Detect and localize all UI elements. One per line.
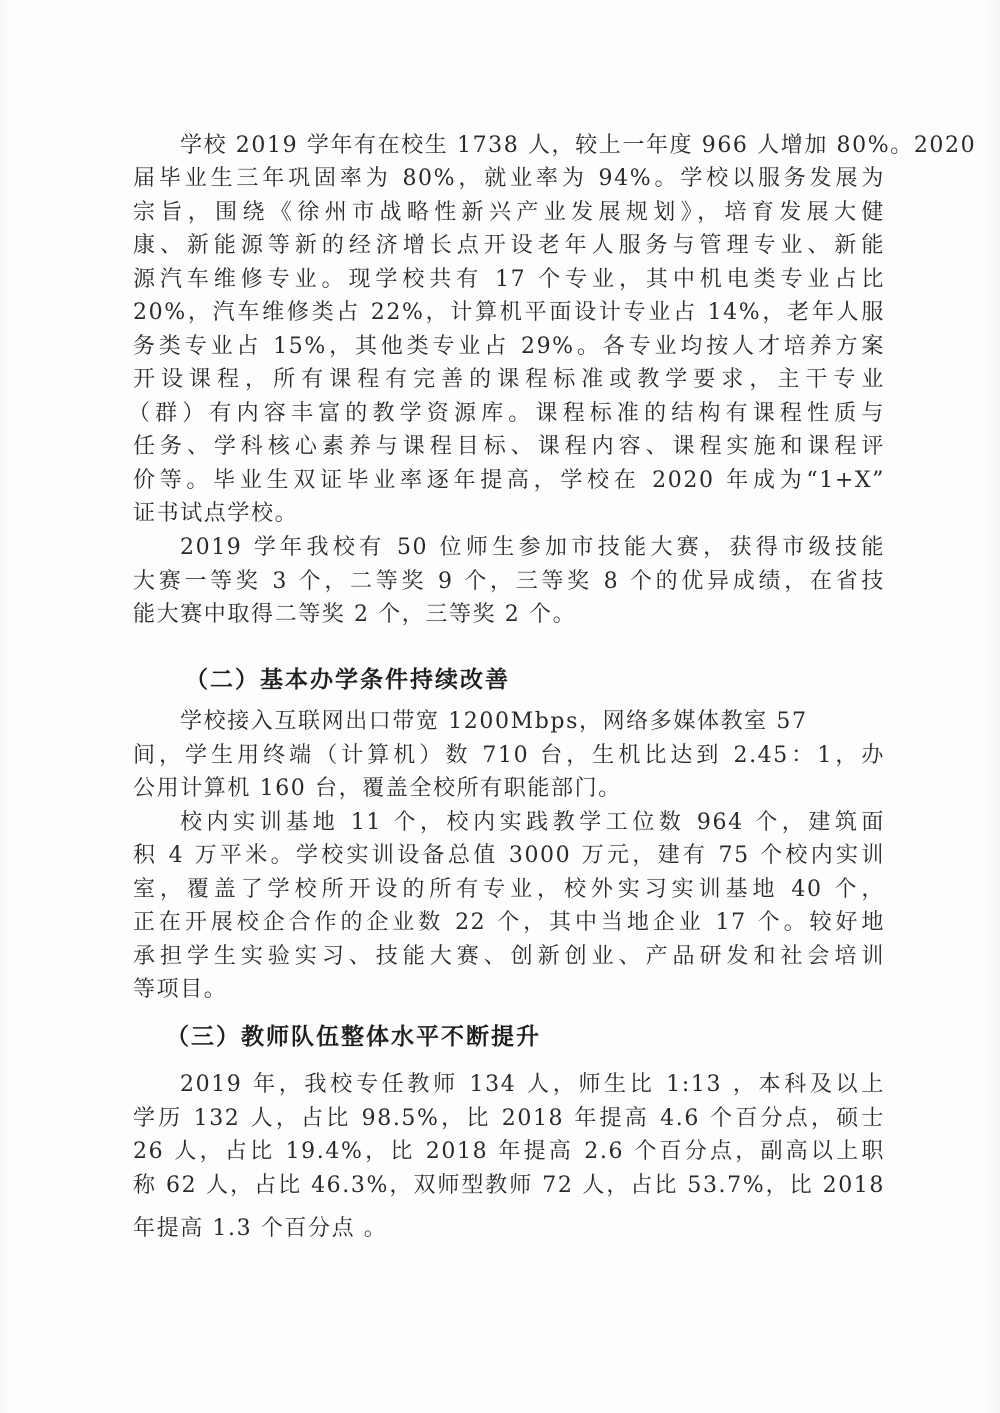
- text-line: 正在开展校企合作的企业数 22 个，其中当地企业 17 个。较好地: [133, 910, 885, 935]
- text-line: 承担学生实验实习、技能大赛、创新创业、产品研发和社会培训: [133, 944, 885, 969]
- text-line: 26 人，占比 19.4%，比 2018 年提高 2.6 个百分点，副高以上职: [133, 1139, 885, 1164]
- text-line: 2019 年，我校专任教师 134 人，师生比 1:13 ，本科及以上: [180, 1072, 885, 1097]
- text-line: 能大赛中取得二等奖 2 个，三等奖 2 个。: [133, 602, 577, 627]
- text-line: 证书试点学校。: [133, 501, 299, 526]
- text-line: 源汽车维修专业。现学校共有 17 个专业，其中机电类专业占比: [133, 267, 885, 292]
- text-line: 称 62 人，占比 46.3%，双师型教师 72 人，占比 53.7%，比 2018: [133, 1173, 885, 1198]
- text-line: 宗旨，围绕《徐州市战略性新兴产业发展规划》，培育发展大健: [133, 200, 885, 225]
- text-line: 学校 2019 学年有在校生 1738 人，较上一年度 966 人增加 80%。2020: [180, 133, 977, 158]
- text-line: 开设课程，所有课程有完善的课程标准或教学要求，主干专业: [133, 367, 885, 392]
- text-line: 积 4 万平米。学校实训设备总值 3000 万元，建有 75 个校内实训: [133, 843, 885, 868]
- text-line: 公用计算机 160 台，覆盖全校所有职能部门。: [133, 776, 622, 801]
- text-line: 学校接入互联网出口带宽 1200Mbps，网络多媒体教室 57: [180, 709, 808, 734]
- text-line: 学历 132 人，占比 98.5%，比 2018 年提高 4.6 个百分点，硕士: [133, 1106, 885, 1131]
- text-line: 务类专业占 15%，其他类专业占 29%。各专业均按人才培养方案: [133, 334, 885, 359]
- text-line: 等项目。: [133, 977, 228, 1002]
- text-line: （群）有内容丰富的教学资源库。课程标准的结构有课程性质与: [128, 401, 885, 426]
- text-line: 大赛一等奖 3 个，二等奖 9 个，三等奖 8 个的优异成绩，在省技: [133, 569, 885, 594]
- text-line: 20%，汽车维修类占 22%，计算机平面设计专业占 14%，老年人服: [133, 300, 885, 325]
- text-line: 价等。毕业生双证毕业率逐年提高，学校在 2020 年成为“1+X”: [133, 468, 885, 493]
- text-line: 间，学生用终端（计算机）数 710 台，生机比达到 2.45：1，办: [133, 743, 885, 768]
- text-line: 任务、学科核心素养与课程目标、课程内容、课程实施和课程评: [133, 434, 885, 459]
- section-heading-teachers: （三）教师队伍整体水平不断提升: [166, 1024, 541, 1050]
- text-line: 2019 学年我校有 50 位师生参加市技能大赛，获得市级技能: [180, 535, 885, 560]
- text-line: 室，覆盖了学校所开设的所有专业，校外实习实训基地 40 个，: [133, 877, 885, 902]
- text-line: 康、新能源等新的经济增长点开设老年人服务与管理专业、新能: [133, 233, 885, 258]
- text-line: 校内实训基地 11 个，校内实践教学工位数 964 个，建筑面: [180, 810, 885, 835]
- text-line: 届毕业生三年巩固率为 80%，就业率为 94%。学校以服务发展为: [133, 166, 885, 191]
- text-line: 年提高 1.3 个百分点 。: [133, 1216, 388, 1241]
- section-heading-facilities: （二）基本办学条件持续改善: [185, 667, 510, 693]
